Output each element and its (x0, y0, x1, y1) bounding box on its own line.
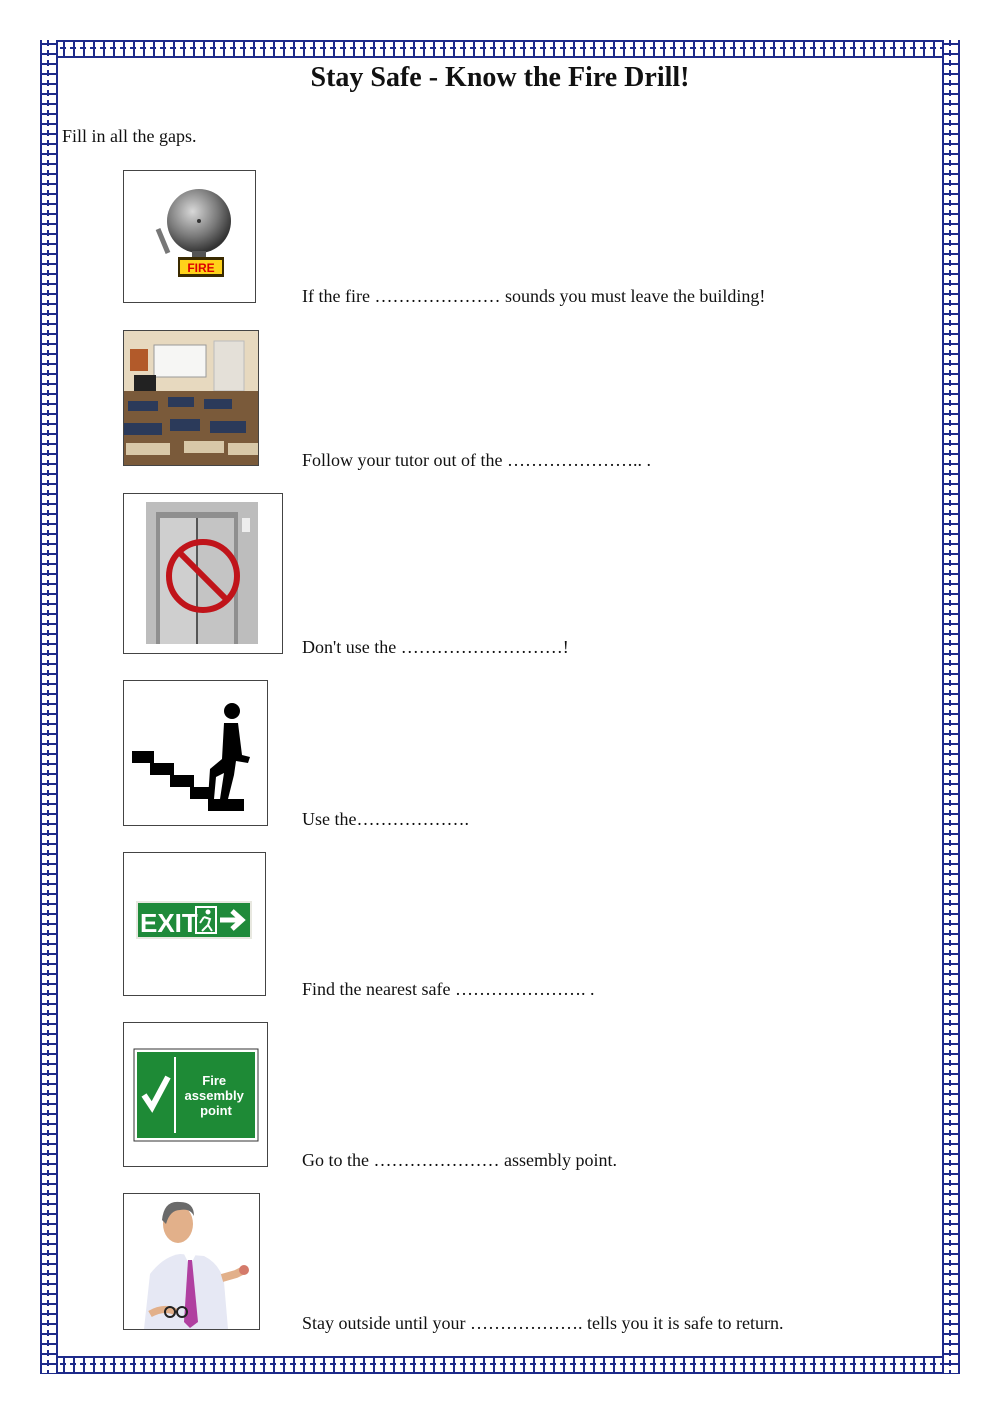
page-border-left (40, 40, 58, 1374)
fire-sign-text: FIRE (187, 261, 215, 275)
page-border-top (40, 40, 960, 58)
fire-alarm-bell-icon (123, 170, 256, 303)
exit-sign-icon (123, 852, 266, 996)
page-border-right (942, 40, 960, 1374)
stairs-person-icon (123, 680, 268, 826)
gap-sentence-5: Find the nearest safe …………………. . (302, 979, 595, 999)
assembly-sign-line-1: Fire (202, 1073, 227, 1088)
no-lift-icon (123, 493, 283, 654)
teacher-figure-icon (123, 1193, 260, 1330)
classroom-photo (123, 330, 259, 466)
exit-sign-text: EXIT (140, 908, 198, 938)
gap-sentence-7: Stay outside until your ………………. tells you it is safe to return. (302, 1313, 784, 1333)
gap-sentence-1: If the fire ………………… sounds you must leave the building! (302, 286, 766, 306)
gap-sentence-6: Go to the ………………… assembly point. (302, 1150, 617, 1170)
page-border-bottom (40, 1356, 960, 1374)
page-title: Stay Safe - Know the Fire Drill! (310, 62, 690, 93)
gap-sentence-3: Don't use the ………………………! (302, 637, 569, 657)
gap-sentence-4: Use the………………. (302, 809, 469, 829)
assembly-sign-line-2: assembly (184, 1088, 244, 1103)
assembly-sign-line-3: point (200, 1103, 232, 1118)
assembly-point-sign-icon (123, 1022, 268, 1167)
gap-sentence-2: Follow your tutor out of the ………………….. . (302, 450, 651, 470)
instructions: Fill in all the gaps. (62, 126, 197, 146)
